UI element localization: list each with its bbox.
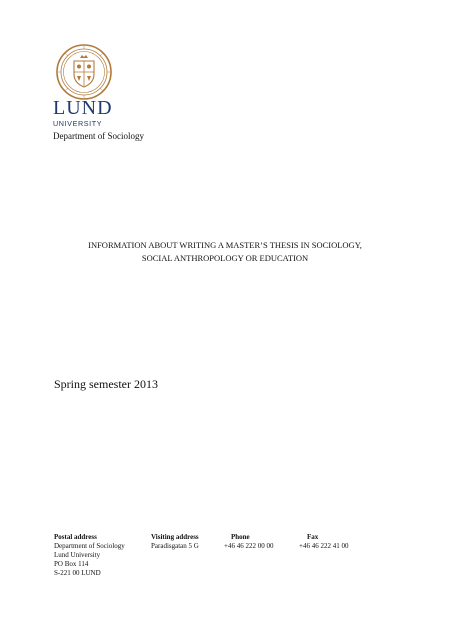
fax-number: +46 46 222 41 00 (299, 542, 349, 550)
wordmark-university: UNIVERSITY (53, 119, 103, 128)
postal-line: S-221 00 LUND (54, 569, 101, 577)
title-line-1: INFORMATION ABOUT WRITING A MASTER’S THESIS IN SOCIOLOGY, (88, 240, 362, 250)
university-wordmark (53, 98, 113, 128)
semester-label: Spring semester 2013 (54, 377, 158, 391)
title-line-2: SOCIAL ANTHROPOLOGY OR EDUCATION (141, 253, 309, 263)
phone-heading: Phone (231, 533, 250, 541)
phone-column (224, 533, 273, 551)
visiting-address-column (151, 533, 199, 551)
postal-address-heading: Postal address (54, 533, 97, 541)
postal-line: Department of Sociology (54, 542, 125, 550)
department-name: Department of Sociology (53, 131, 144, 141)
document-title (60, 239, 390, 265)
postal-address-column (54, 533, 125, 578)
university-logo (50, 44, 122, 100)
wordmark-lund: LUND (53, 97, 113, 119)
postal-line: Lund University (54, 551, 101, 559)
fax-column (299, 533, 348, 551)
visiting-line: Paradisgatan 5 G (151, 542, 199, 550)
fax-heading: Fax (307, 533, 319, 541)
postal-line: PO Box 114 (54, 560, 89, 568)
visiting-address-heading: Visiting address (151, 533, 199, 541)
phone-number: +46 46 222 00 00 (224, 542, 274, 550)
lund-university-seal-icon (56, 44, 112, 100)
